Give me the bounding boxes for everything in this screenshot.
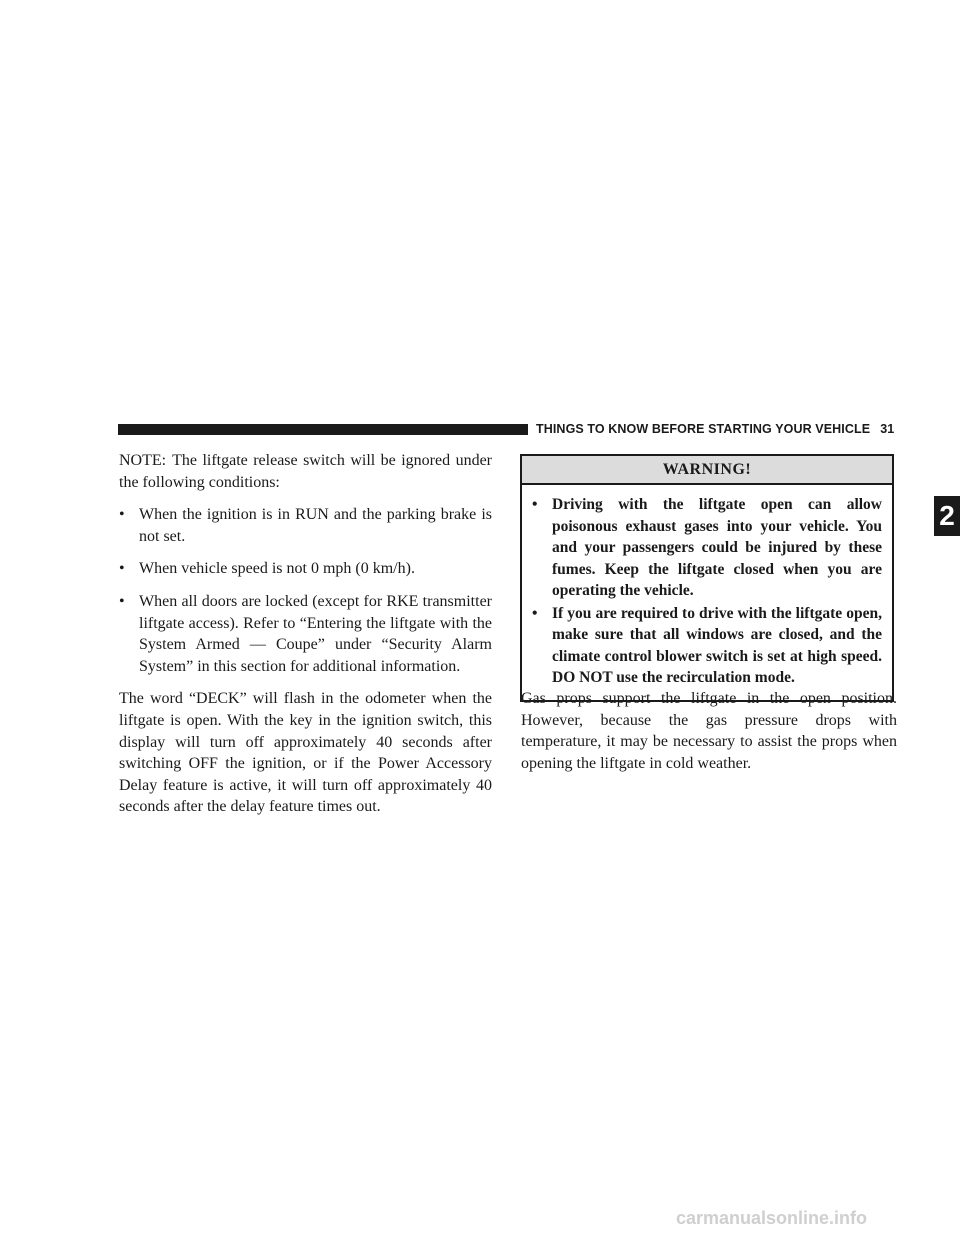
bullet-icon: • [119, 506, 125, 524]
list-item [119, 558, 492, 580]
watermark: carmanualsonline.info [676, 1208, 868, 1228]
body-paragraph: Gas props support the liftgate in the open position. However, because the gas pressure drops with temperature, it may be necessary to assist the props when opening the liftgate in cold weather. [521, 690, 897, 772]
warning-box [520, 454, 894, 702]
bullet-icon: • [119, 592, 125, 610]
body-paragraph: The word “DECK” will flash in the odometer when the liftgate is open. With the key in the ignition switch, this display will turn off approximately 40 seconds after switching OFF the ignition, or if the Power Accessory Delay feature is active, it will turn off approximately 40 seconds after the delay feature times out. [119, 690, 492, 816]
list-item-text: When vehicle speed is not 0 mph (0 km/h). [139, 560, 415, 578]
bullet-icon: • [532, 496, 538, 513]
warning-body [522, 485, 892, 700]
running-header [536, 422, 916, 436]
list-item [119, 591, 492, 677]
list-item [532, 603, 882, 689]
section-title: THINGS TO KNOW BEFORE STARTING YOUR VEHICLE [536, 422, 871, 436]
page-number: 31 [880, 422, 895, 436]
note-label: NOTE: [119, 452, 167, 469]
note-text: The liftgate release switch will be ignored under the following conditions: [119, 452, 492, 491]
bullet-icon: • [119, 560, 125, 578]
list-item-text: When the ignition is in RUN and the parking brake is not set. [139, 506, 492, 545]
header-rule [118, 424, 528, 435]
list-item [119, 504, 492, 547]
chapter-tab: 2 [934, 496, 960, 536]
warning-heading: WARNING! [522, 456, 892, 485]
condition-list [119, 504, 492, 677]
note-paragraph [119, 450, 492, 493]
list-item-text: Driving with the liftgate open can allow poisonous exhaust gases into your vehicle. You and your passengers could be injured by these fumes. Keep the liftgate closed when you are operating the vehicle. [552, 496, 882, 599]
left-column [119, 450, 492, 829]
list-item-text: If you are required to drive with the liftgate open, make sure that all windows are closed, and the climate control blower switch is set at high speed. DO NOT use the recirculation mode. [552, 604, 882, 686]
warning-list [532, 494, 882, 689]
list-item [532, 494, 882, 602]
bullet-icon: • [532, 604, 538, 622]
right-column [521, 688, 897, 774]
list-item-text: When all doors are locked (except for RKE transmitter liftgate access). Refer to “Entering the liftgate with the System Armed — Coupe” under “Security Alarm System” in this section for additional information. [139, 592, 492, 675]
